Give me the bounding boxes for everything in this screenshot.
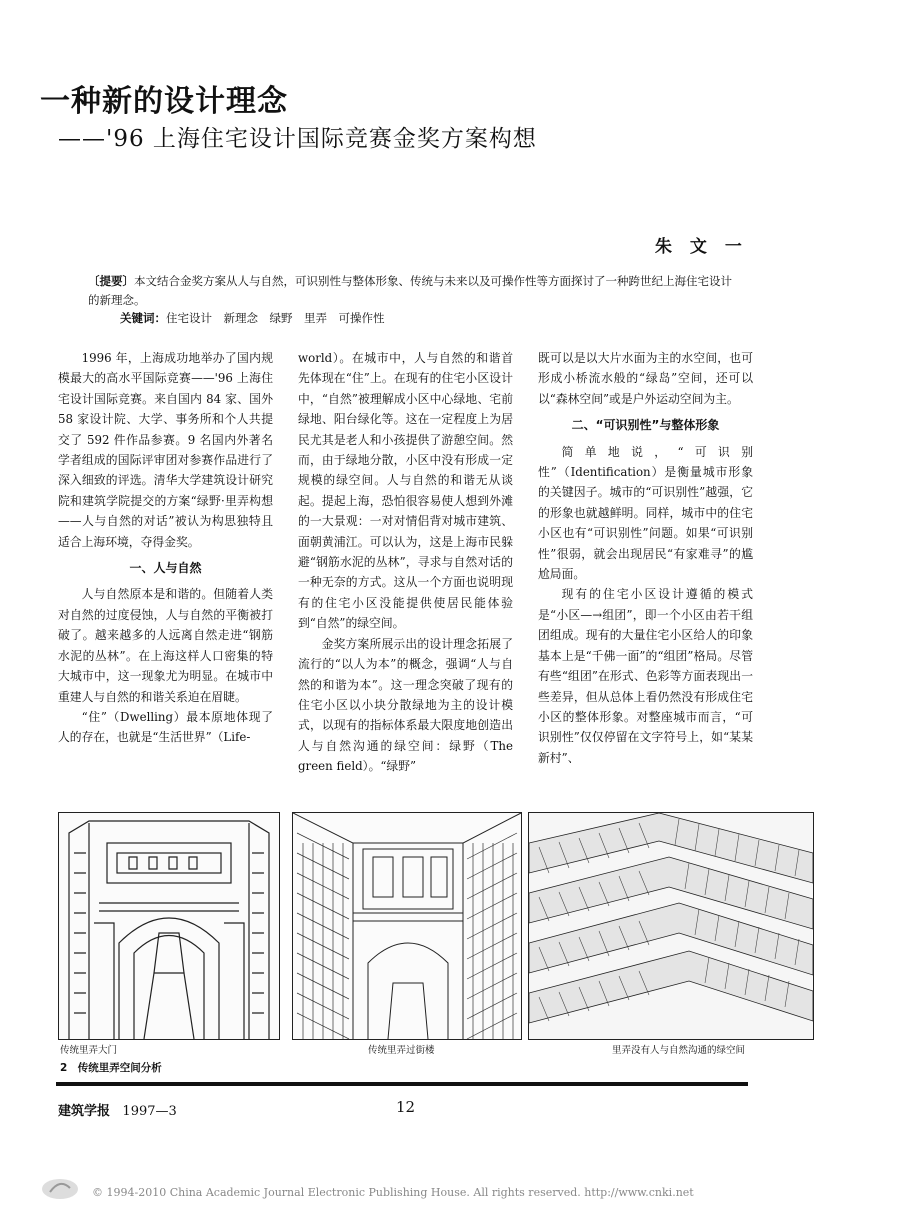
abstract <box>88 272 738 310</box>
arcade-drawing <box>293 813 521 1039</box>
paragraph: 金奖方案所展示出的设计理念拓展了流行的“以人为本”的概念，强调“人与自然的和谐为本”。这一理念突破了现有的住宅小区以小块分散绿地为主的设计模式，以现有的指标体系最大限度地创造出人与自然沟通的绿空间：绿野（The green field）。“绿野” <box>298 636 513 774</box>
author-name: 朱 文 一 <box>655 237 748 257</box>
article-title: 一种新的设计理念 <box>40 84 288 119</box>
footer-rule <box>56 1082 748 1086</box>
paragraph: world）。在城市中，人与自然的和谐首先体现在“住”上。在现有的住宅小区设计中，“自然”被理解成小区中心绿地、宅前绿地、阳台绿化等。这在一定程度上为居民尤其是老人和小孩提供了游憩空间。然而，由于绿地分散，小区中没有形成一定规模的绿空间。人与自然的和谐无从谈起。提起上海，恐怕很容易使人想到外滩的一大景观：一对对情侣背对城市建筑、面朝黄浦江。可以认为，这是上海市民躲避“钢筋水泥的丛林”，寻求与自然对话的一种无奈的方式。这从一个方面也说明现有的住宅小区没能提供使居民能体验到“自然”的绿空间。 <box>298 351 513 631</box>
text-column-2 <box>298 348 513 777</box>
page-number: 12 <box>396 1098 416 1116</box>
figure-caption: 2 传统里弄空间分析 <box>60 1062 162 1074</box>
gate-drawing <box>59 813 279 1039</box>
paragraph: 现有的住宅小区设计遵循的模式是“小区—→组团”，即一个小区由若干组团组成。现有的大量住宅小区给人的印象基本上是“千佛一面”的“组团”格局。尽管有些“组团”在形式、色彩等方面表现出一些差异，但从总体上看仍然没有形成住宅小区的整体形象。对整座城市而言，“可识别性”仅仅停留在文字符号上，如“某某新村”、 <box>538 587 753 765</box>
text-column-1 <box>58 348 273 748</box>
section-heading-1: 一、人与自然 <box>129 561 202 576</box>
section-heading-2: 二、“可识别性”与整体形象 <box>571 418 720 433</box>
figure-arcade-sketch <box>292 812 522 1040</box>
keywords-text: 住宅设计 新理念 绿野 里弄 可操作性 <box>166 311 385 325</box>
keywords <box>120 310 385 326</box>
paragraph: 既可以是以大片水面为主的水空间，也可形成小桥流水般的“绿岛”空间，还可以以“森林空间”或是户外运动空间为主。 <box>538 351 753 406</box>
paragraph: “住”（Dwelling）最本原地体现了人的存在，也就是“生活世界”（Life- <box>58 709 273 745</box>
aerial-drawing <box>529 813 813 1039</box>
caption-arcade: 传统里弄过街楼 <box>368 1045 435 1056</box>
abstract-label: 〔提要〕 <box>88 274 134 288</box>
article-subtitle: ——'96 上海住宅设计国际竞赛金奖方案构想 <box>58 126 537 152</box>
text-column-3 <box>538 348 753 768</box>
copyright-notice: © 1994-2010 China Academic Journal Electronic Publishing House. All rights reserved. http://www.cnki.net <box>92 1186 694 1199</box>
caption-aerial: 里弄没有人与自然沟通的绿空间 <box>612 1045 746 1056</box>
paragraph: 简单地说，“可识别性”（Identification）是衡量城市形象的关键因子。城市的“可识别性”越强，它的形象也就越鲜明。同样，城市中的住宅小区也有“可识别性”问题。如果“可识别性”很弱，就会出现居民“有家难寻”的尴尬局面。 <box>538 444 753 582</box>
journal-name: 建筑学报 <box>58 1104 111 1119</box>
caption-gate: 传统里弄大门 <box>60 1045 118 1056</box>
journal-info <box>58 1100 177 1119</box>
figure-gate-sketch <box>58 812 280 1040</box>
figure-aerial-rooftops <box>528 812 814 1040</box>
journal-issue: 1997—3 <box>122 1104 177 1119</box>
paragraph: 1996 年，上海成功地举办了国内规模最大的高水平国际竞赛——'96 上海住宅设计国际竞赛。来自国内 84 家、国外 58 家设计院、大学、事务所和个人共提交了 592 件作品参赛。9 名国内外著名学者组成的国际评审团对参赛作品进行了深入细致的评选。清华大学建筑设计研究院和建筑学院提交的方案“绿野·里弄构想——人与自然的对话”被认为构思独特且适合上海环境，夺得金奖。 <box>58 351 273 549</box>
cnki-logo-icon <box>40 1176 80 1202</box>
abstract-text: 本文结合金奖方案从人与自然，可识别性与整体形象、传统与未来以及可操作性等方面探讨了一种跨世纪上海住宅设计的新理念。 <box>88 274 732 307</box>
keywords-label: 关键词： <box>120 311 166 325</box>
paragraph: 人与自然原本是和谐的。但随着人类对自然的过度侵蚀，人与自然的平衡被打破了。越来越多的人远离自然走进“钢筋水泥的丛林”。在上海这样人口密集的特大城市中，这一现象尤为明显。在城市中重建人与自然的和谐关系迫在眉睫。 <box>58 587 273 704</box>
